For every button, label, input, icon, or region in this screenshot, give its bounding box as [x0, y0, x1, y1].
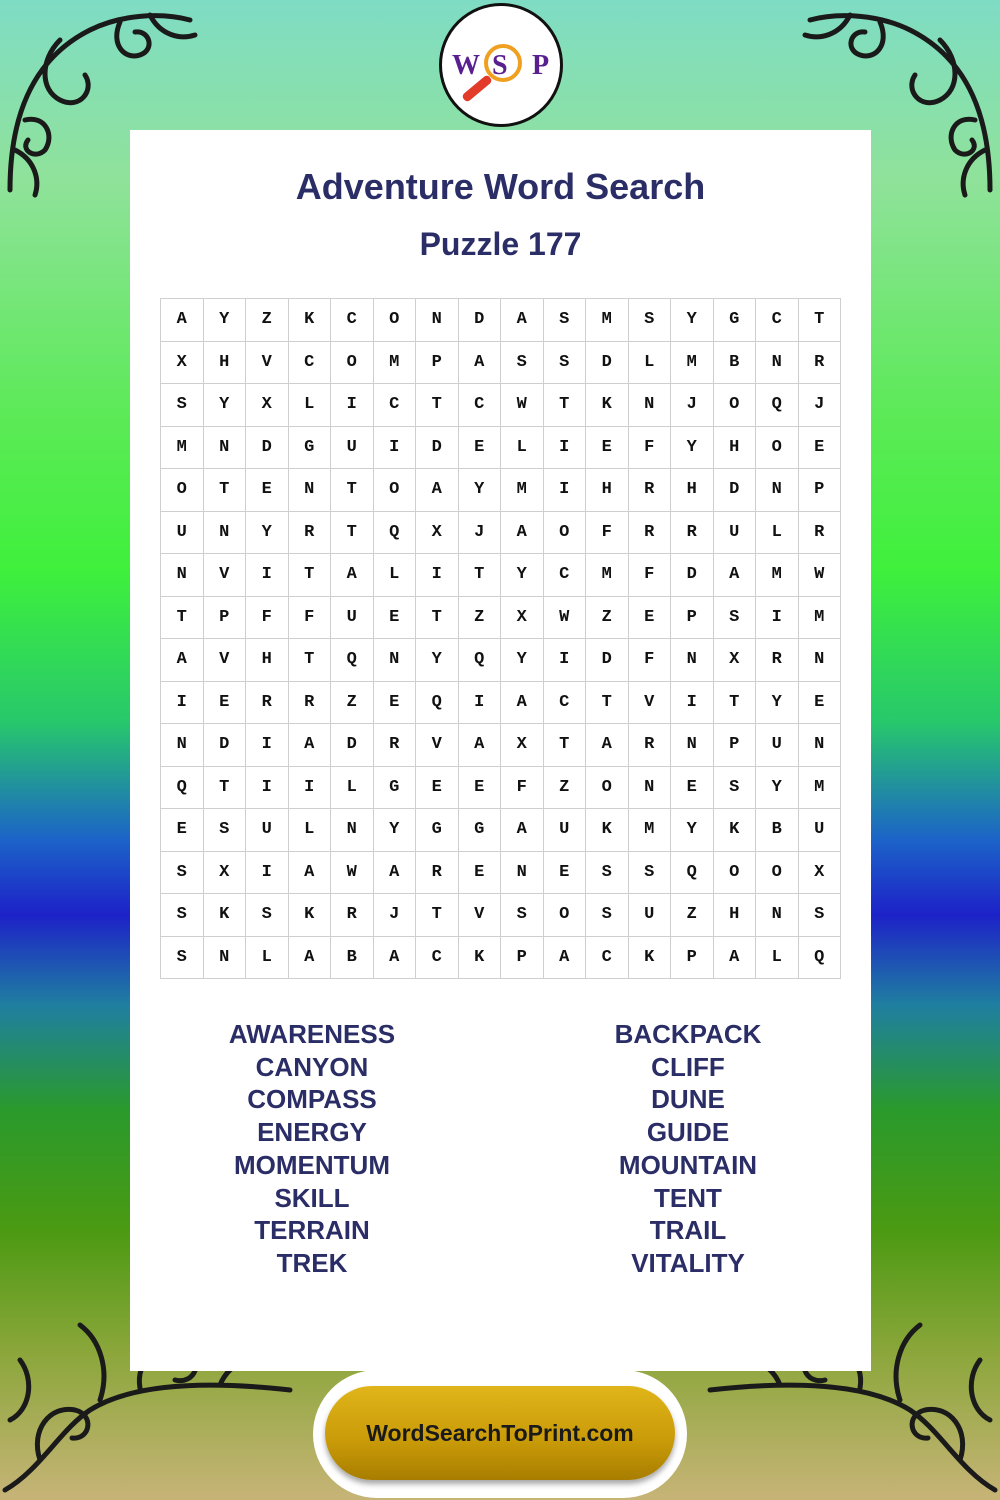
grid-cell[interactable]: N — [756, 342, 799, 385]
grid-cell[interactable]: L — [289, 809, 332, 852]
grid-cell[interactable]: A — [459, 342, 502, 385]
word-list-item: TENT — [654, 1182, 722, 1213]
grid-cell[interactable]: V — [459, 894, 502, 937]
grid-cell[interactable]: N — [374, 639, 417, 682]
grid-cell[interactable]: M — [799, 597, 842, 640]
grid-cell[interactable]: M — [756, 554, 799, 597]
grid-cell[interactable]: J — [459, 512, 502, 555]
grid-cell[interactable]: A — [501, 299, 544, 342]
grid-cell[interactable]: C — [544, 554, 587, 597]
grid-cell[interactable]: O — [161, 469, 204, 512]
grid-cell[interactable]: G — [416, 809, 459, 852]
grid-cell[interactable]: R — [374, 724, 417, 767]
grid-cell[interactable]: R — [671, 512, 714, 555]
grid-cell[interactable]: Q — [161, 767, 204, 810]
grid-cell[interactable]: E — [459, 852, 502, 895]
grid-cell[interactable]: S — [161, 937, 204, 980]
grid-cell[interactable]: S — [544, 299, 587, 342]
grid-cell[interactable]: M — [586, 299, 629, 342]
grid-cell[interactable]: A — [459, 724, 502, 767]
footer-pill[interactable] — [325, 1386, 675, 1480]
grid-cell[interactable]: U — [161, 512, 204, 555]
grid-cell[interactable]: S — [246, 894, 289, 937]
grid-cell[interactable]: Q — [756, 384, 799, 427]
grid-cell[interactable]: N — [799, 724, 842, 767]
grid-cell[interactable]: U — [331, 597, 374, 640]
grid-cell[interactable]: O — [714, 852, 757, 895]
grid-cell[interactable]: R — [289, 682, 332, 725]
grid-cell[interactable]: S — [799, 894, 842, 937]
grid-cell[interactable]: S — [204, 809, 247, 852]
grid-cell[interactable]: D — [204, 724, 247, 767]
grid-cell[interactable]: U — [629, 894, 672, 937]
grid-cell[interactable]: U — [331, 427, 374, 470]
grid-cell[interactable]: R — [629, 512, 672, 555]
grid-cell[interactable]: L — [501, 427, 544, 470]
word-list-item: TERRAIN — [254, 1215, 370, 1246]
grid-cell[interactable]: E — [246, 469, 289, 512]
grid-cell[interactable]: L — [246, 937, 289, 980]
grid-cell[interactable]: X — [714, 639, 757, 682]
grid-cell[interactable]: Q — [671, 852, 714, 895]
word-list-item: BACKPACK — [614, 1019, 762, 1049]
grid-cell[interactable]: P — [714, 724, 757, 767]
grid-cell[interactable]: T — [416, 894, 459, 937]
grid-cell[interactable]: T — [416, 384, 459, 427]
grid-cell[interactable]: R — [799, 512, 842, 555]
grid-cell[interactable]: R — [416, 852, 459, 895]
grid-cell[interactable]: Y — [756, 682, 799, 725]
grid-cell[interactable]: U — [544, 809, 587, 852]
grid-cell[interactable]: E — [586, 427, 629, 470]
grid-cell[interactable]: F — [586, 512, 629, 555]
grid-cell[interactable]: Y — [416, 639, 459, 682]
puzzle-card — [130, 130, 871, 1371]
grid-cell[interactable]: R — [629, 724, 672, 767]
grid-cell[interactable]: X — [246, 384, 289, 427]
grid-cell[interactable]: N — [756, 469, 799, 512]
grid-cell[interactable]: C — [756, 299, 799, 342]
grid-cell[interactable]: T — [161, 597, 204, 640]
grid-cell[interactable]: E — [416, 767, 459, 810]
grid-cell[interactable]: O — [544, 512, 587, 555]
grid-cell[interactable]: P — [799, 469, 842, 512]
page-title: Adventure Word Search — [295, 166, 706, 207]
logo — [439, 3, 563, 127]
puzzle-number: Puzzle 177 — [419, 226, 582, 262]
grid-cell[interactable]: A — [501, 512, 544, 555]
grid-cell[interactable]: D — [586, 639, 629, 682]
grid-cell[interactable]: L — [756, 512, 799, 555]
grid-cell[interactable]: I — [246, 554, 289, 597]
grid-cell[interactable]: S — [629, 299, 672, 342]
grid-cell[interactable]: E — [799, 427, 842, 470]
grid-cell[interactable]: U — [756, 724, 799, 767]
grid-cell[interactable]: E — [799, 682, 842, 725]
grid-cell[interactable]: Y — [671, 427, 714, 470]
word-list-item: TREK — [276, 1247, 348, 1278]
grid-cell[interactable]: N — [416, 299, 459, 342]
grid-cell[interactable]: H — [714, 427, 757, 470]
grid-cell[interactable]: W — [501, 384, 544, 427]
logo-letter-w: W — [452, 50, 480, 81]
grid-cell[interactable]: T — [289, 639, 332, 682]
grid-cell[interactable]: V — [246, 342, 289, 385]
grid-cell[interactable]: K — [629, 937, 672, 980]
grid-cell[interactable]: E — [204, 682, 247, 725]
grid-cell[interactable]: G — [459, 809, 502, 852]
grid-cell[interactable]: S — [714, 767, 757, 810]
grid-cell[interactable]: A — [374, 852, 417, 895]
grid-cell[interactable]: N — [204, 427, 247, 470]
grid-cell[interactable]: O — [331, 342, 374, 385]
grid-cell[interactable]: B — [714, 342, 757, 385]
grid-cell[interactable]: T — [544, 724, 587, 767]
grid-cell[interactable]: N — [671, 724, 714, 767]
grid-cell[interactable]: H — [671, 469, 714, 512]
grid-cell[interactable]: I — [416, 554, 459, 597]
grid-cell[interactable]: C — [289, 342, 332, 385]
grid-cell[interactable]: I — [671, 682, 714, 725]
grid-cell[interactable]: L — [289, 384, 332, 427]
grid-cell[interactable]: I — [289, 767, 332, 810]
grid-cell[interactable]: R — [289, 512, 332, 555]
grid-cell[interactable]: S — [161, 852, 204, 895]
grid-cell[interactable]: Y — [204, 299, 247, 342]
grid-cell[interactable]: X — [799, 852, 842, 895]
grid-cell[interactable]: G — [374, 767, 417, 810]
grid-cell[interactable]: W — [799, 554, 842, 597]
grid-cell[interactable]: R — [331, 894, 374, 937]
grid-cell[interactable]: S — [501, 894, 544, 937]
grid-cell[interactable]: G — [714, 299, 757, 342]
grid-cell[interactable]: T — [544, 384, 587, 427]
grid-cell[interactable]: N — [204, 512, 247, 555]
grid-cell[interactable]: N — [629, 767, 672, 810]
grid-cell[interactable]: A — [289, 724, 332, 767]
grid-cell[interactable]: C — [459, 384, 502, 427]
grid-cell[interactable]: I — [459, 682, 502, 725]
grid-cell[interactable]: C — [586, 937, 629, 980]
grid-cell[interactable]: U — [714, 512, 757, 555]
grid-cell[interactable]: A — [714, 937, 757, 980]
grid-cell[interactable]: P — [501, 937, 544, 980]
grid-cell[interactable]: I — [246, 852, 289, 895]
grid-cell[interactable]: O — [374, 299, 417, 342]
grid-cell[interactable]: O — [714, 384, 757, 427]
grid-cell[interactable]: Q — [459, 639, 502, 682]
letter-grid — [160, 298, 841, 979]
grid-cell[interactable]: Q — [374, 512, 417, 555]
word-list-item: AWARENESS — [228, 1019, 396, 1049]
grid-cell[interactable]: T — [714, 682, 757, 725]
grid-cell[interactable]: H — [246, 639, 289, 682]
grid-cell[interactable]: Y — [756, 767, 799, 810]
grid-cell[interactable]: D — [671, 554, 714, 597]
word-list-left — [162, 1018, 462, 1280]
grid-cell[interactable]: H — [204, 342, 247, 385]
grid-cell[interactable]: K — [586, 384, 629, 427]
grid-cell[interactable]: Y — [374, 809, 417, 852]
grid-cell[interactable]: M — [374, 342, 417, 385]
grid-cell[interactable]: D — [416, 427, 459, 470]
grid-cell[interactable]: C — [374, 384, 417, 427]
grid-cell[interactable]: T — [799, 299, 842, 342]
word-list-item: CLIFF — [651, 1051, 725, 1082]
grid-cell[interactable]: J — [374, 894, 417, 937]
grid-cell[interactable]: J — [671, 384, 714, 427]
grid-cell[interactable]: A — [374, 937, 417, 980]
word-list-item: TRAIL — [649, 1215, 727, 1246]
grid-cell[interactable]: M — [161, 427, 204, 470]
grid-cell[interactable]: R — [799, 342, 842, 385]
footer-badge — [313, 1370, 687, 1498]
grid-cell[interactable]: T — [204, 767, 247, 810]
grid-cell[interactable]: Y — [246, 512, 289, 555]
grid-cell[interactable]: N — [629, 384, 672, 427]
word-list-right — [538, 1018, 838, 1280]
word-list-item: GUIDE — [646, 1117, 730, 1148]
grid-cell[interactable]: D — [459, 299, 502, 342]
grid-cell[interactable]: U — [799, 809, 842, 852]
grid-cell[interactable]: X — [501, 724, 544, 767]
grid-cell[interactable]: D — [246, 427, 289, 470]
grid-cell[interactable]: M — [586, 554, 629, 597]
word-list-item: DUNE — [651, 1084, 725, 1115]
grid-cell[interactable]: T — [331, 469, 374, 512]
grid-cell[interactable]: K — [714, 809, 757, 852]
grid-cell[interactable]: A — [714, 554, 757, 597]
grid-cell[interactable]: Z — [544, 767, 587, 810]
grid-cell[interactable]: E — [459, 767, 502, 810]
grid-cell[interactable]: N — [671, 639, 714, 682]
grid-cell[interactable]: O — [544, 894, 587, 937]
grid-cell[interactable]: S — [714, 597, 757, 640]
word-list-item: ENERGY — [257, 1117, 367, 1148]
grid-cell[interactable]: E — [374, 682, 417, 725]
grid-cell[interactable]: T — [416, 597, 459, 640]
grid-cell[interactable]: X — [501, 597, 544, 640]
grid-cell[interactable]: Z — [671, 894, 714, 937]
grid-cell[interactable]: R — [756, 639, 799, 682]
grid-cell[interactable]: I — [246, 724, 289, 767]
grid-cell[interactable]: S — [161, 384, 204, 427]
logo-letter-s: S — [492, 50, 508, 81]
grid-cell[interactable]: S — [586, 852, 629, 895]
word-list-item: MOMENTUM — [234, 1149, 390, 1180]
grid-cell[interactable]: E — [459, 427, 502, 470]
grid-cell[interactable]: T — [289, 554, 332, 597]
grid-cell[interactable]: O — [586, 767, 629, 810]
word-list-item: COMPASS — [247, 1084, 377, 1115]
grid-cell[interactable]: A — [544, 937, 587, 980]
grid-cell[interactable]: M — [501, 469, 544, 512]
grid-cell[interactable]: Q — [331, 639, 374, 682]
grid-cell[interactable]: I — [544, 469, 587, 512]
grid-cell[interactable]: W — [331, 852, 374, 895]
grid-cell[interactable]: N — [756, 894, 799, 937]
grid-cell[interactable]: Q — [416, 682, 459, 725]
grid-cell[interactable]: B — [331, 937, 374, 980]
grid-cell[interactable]: N — [204, 937, 247, 980]
grid-cell[interactable]: Y — [204, 384, 247, 427]
grid-cell[interactable]: F — [629, 427, 672, 470]
grid-cell[interactable]: I — [246, 767, 289, 810]
grid-cell[interactable]: M — [629, 809, 672, 852]
word-list-item: SKILL — [274, 1182, 350, 1213]
grid-cell[interactable]: Y — [501, 639, 544, 682]
grid-cell[interactable]: C — [544, 682, 587, 725]
grid-cell[interactable]: E — [374, 597, 417, 640]
grid-cell[interactable]: S — [586, 894, 629, 937]
grid-cell[interactable]: A — [416, 469, 459, 512]
grid-cell[interactable]: V — [416, 724, 459, 767]
grid-cell[interactable]: P — [671, 597, 714, 640]
grid-cell[interactable]: W — [544, 597, 587, 640]
grid-cell[interactable]: E — [544, 852, 587, 895]
grid-cell[interactable]: L — [331, 767, 374, 810]
grid-cell[interactable]: Z — [459, 597, 502, 640]
grid-cell[interactable]: K — [289, 299, 332, 342]
grid-cell[interactable]: N — [289, 469, 332, 512]
grid-cell[interactable]: R — [629, 469, 672, 512]
grid-cell[interactable]: J — [799, 384, 842, 427]
grid-cell[interactable]: S — [501, 342, 544, 385]
grid-cell[interactable]: P — [204, 597, 247, 640]
grid-cell[interactable]: E — [671, 767, 714, 810]
grid-cell[interactable]: R — [246, 682, 289, 725]
grid-cell[interactable]: P — [671, 937, 714, 980]
grid-cell[interactable]: I — [544, 639, 587, 682]
grid-cell[interactable]: Z — [586, 597, 629, 640]
grid-cell[interactable]: U — [246, 809, 289, 852]
grid-cell[interactable]: K — [586, 809, 629, 852]
grid-cell[interactable]: S — [629, 852, 672, 895]
grid-cell[interactable]: A — [161, 639, 204, 682]
grid-cell[interactable]: S — [161, 894, 204, 937]
grid-cell[interactable]: I — [161, 682, 204, 725]
grid-cell[interactable]: X — [161, 342, 204, 385]
grid-cell[interactable]: L — [374, 554, 417, 597]
word-list-item: VITALITY — [631, 1247, 745, 1278]
grid-cell[interactable]: T — [586, 682, 629, 725]
grid-cell[interactable]: A — [289, 852, 332, 895]
grid-cell[interactable]: I — [331, 384, 374, 427]
grid-cell[interactable]: I — [544, 427, 587, 470]
grid-cell[interactable]: E — [161, 809, 204, 852]
site-link[interactable]: WordSearchToPrint.com — [366, 1419, 634, 1446]
grid-cell[interactable]: V — [204, 554, 247, 597]
grid-cell[interactable]: Y — [501, 554, 544, 597]
grid-cell[interactable]: V — [629, 682, 672, 725]
grid-cell[interactable]: M — [671, 342, 714, 385]
grid-cell[interactable]: A — [289, 937, 332, 980]
grid-cell[interactable]: A — [331, 554, 374, 597]
grid-cell[interactable]: T — [459, 554, 502, 597]
grid-cell[interactable]: Y — [459, 469, 502, 512]
grid-cell[interactable]: F — [629, 554, 672, 597]
grid-cell[interactable]: F — [289, 597, 332, 640]
grid-cell[interactable]: O — [756, 427, 799, 470]
grid-cell[interactable]: D — [331, 724, 374, 767]
grid-cell[interactable]: L — [756, 937, 799, 980]
grid-cell[interactable]: O — [374, 469, 417, 512]
grid-cell[interactable]: A — [501, 682, 544, 725]
word-list-item: MOUNTAIN — [618, 1149, 758, 1180]
grid-cell[interactable]: O — [756, 852, 799, 895]
grid-cell[interactable]: N — [799, 639, 842, 682]
grid-cell[interactable]: C — [416, 937, 459, 980]
grid-cell[interactable]: Y — [671, 809, 714, 852]
grid-cell[interactable]: A — [586, 724, 629, 767]
grid-cell[interactable]: X — [204, 852, 247, 895]
grid-cell[interactable]: M — [799, 767, 842, 810]
grid-cell[interactable]: I — [374, 427, 417, 470]
grid-cell[interactable]: F — [246, 597, 289, 640]
grid-cell[interactable]: K — [289, 894, 332, 937]
grid-cell[interactable]: V — [204, 639, 247, 682]
grid-cell[interactable]: K — [204, 894, 247, 937]
word-list-item: CANYON — [255, 1051, 369, 1082]
grid-cell[interactable]: N — [161, 554, 204, 597]
grid-cell[interactable]: H — [714, 894, 757, 937]
logo-letter-p: P — [532, 50, 550, 81]
grid-cell[interactable]: A — [501, 809, 544, 852]
grid-cell[interactable]: H — [586, 469, 629, 512]
grid-cell[interactable]: T — [331, 512, 374, 555]
grid-cell[interactable]: K — [459, 937, 502, 980]
grid-cell[interactable]: N — [331, 809, 374, 852]
grid-cell[interactable]: G — [289, 427, 332, 470]
grid-cell[interactable]: Z — [331, 682, 374, 725]
grid-cell[interactable]: F — [501, 767, 544, 810]
grid-cell[interactable]: D — [714, 469, 757, 512]
grid-cell[interactable]: L — [629, 342, 672, 385]
grid-cell[interactable]: E — [629, 597, 672, 640]
grid-cell[interactable]: N — [501, 852, 544, 895]
grid-cell[interactable]: P — [416, 342, 459, 385]
grid-cell[interactable]: N — [161, 724, 204, 767]
grid-cell[interactable]: A — [161, 299, 204, 342]
grid-cell[interactable]: D — [586, 342, 629, 385]
grid-cell[interactable]: Y — [671, 299, 714, 342]
grid-cell[interactable]: X — [416, 512, 459, 555]
grid-cell[interactable]: T — [204, 469, 247, 512]
grid-cell[interactable]: F — [629, 639, 672, 682]
grid-cell[interactable]: Z — [246, 299, 289, 342]
grid-cell[interactable]: Q — [799, 937, 842, 980]
grid-cell[interactable]: I — [756, 597, 799, 640]
grid-cell[interactable]: S — [544, 342, 587, 385]
grid-cell[interactable]: C — [331, 299, 374, 342]
grid-cell[interactable]: B — [756, 809, 799, 852]
